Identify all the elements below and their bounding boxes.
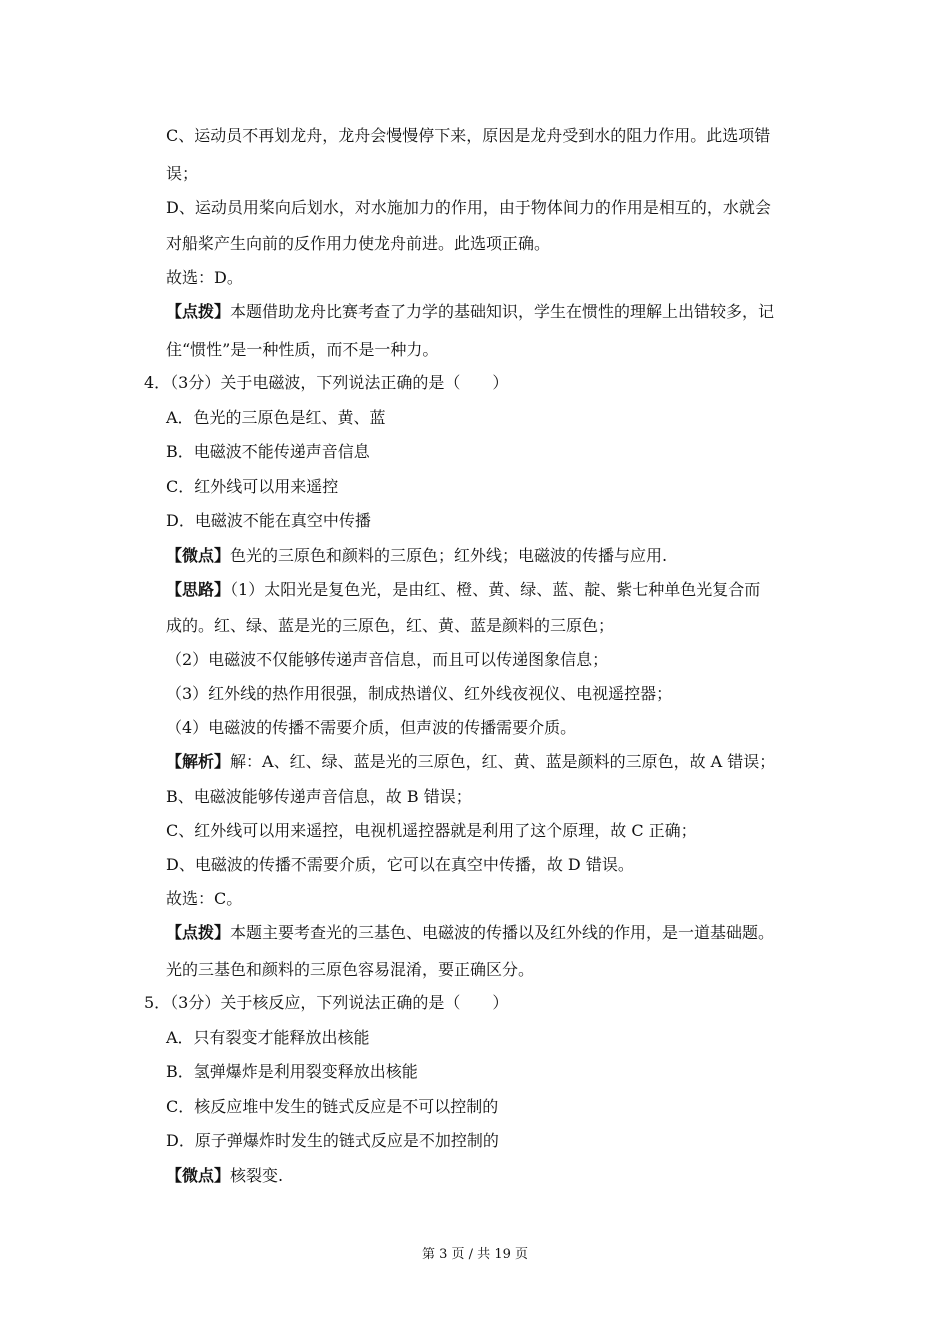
option: D．原子弹爆炸时发生的链式反应是不加控制的 — [166, 1131, 499, 1150]
question-stem: 5．（3分）关于核反应，下列说法正确的是（ ） — [144, 993, 509, 1012]
silu-paragraph — [166, 580, 760, 600]
weidian-text: 色光的三原色和颜料的三原色；红外线；电磁波的传播与应用. — [230, 546, 668, 565]
option: C．红外线可以用来遥控 — [166, 477, 339, 496]
tip-text: 本题借助龙舟比赛考查了力学的基础知识，学生在惯性的理解上出错较多，记 — [230, 302, 775, 321]
jiexi-line: D、电磁波的传播不需要介质，它可以在真空中传播，故 D 错误。 — [166, 855, 634, 874]
weidian-paragraph — [166, 546, 667, 566]
weidian-text: 核裂变. — [230, 1166, 284, 1185]
jiexi-text: 解：A、红、绿、蓝是光的三原色，红、黄、蓝是颜料的三原色，故 A 错误； — [230, 752, 776, 771]
option: A．色光的三原色是红、黄、蓝 — [166, 408, 386, 427]
silu-line: （3）红外线的热作用很强，制成热谱仪、红外线夜视仪、电视遥控器； — [166, 684, 673, 703]
silu-line: 成的。红、绿、蓝是光的三原色，红、黄、蓝是颜料的三原色； — [166, 616, 615, 635]
tip-paragraph — [166, 923, 774, 943]
question-stem: 4．（3分）关于电磁波，下列说法正确的是（ ） — [144, 373, 509, 392]
jiexi-line: 故选：C。 — [166, 889, 243, 908]
silu-text: （1）太阳光是复色光，是由红、橙、黄、绿、蓝、靛、紫七种单色光复合而 — [230, 580, 761, 599]
silu-tag: 【思路】 — [166, 580, 231, 599]
weidian-paragraph — [166, 1166, 283, 1186]
answer-line: 故选：D。 — [166, 268, 243, 287]
tip-tag: 【点拨】 — [166, 302, 231, 321]
option: B．氢弹爆炸是利用裂变释放出核能 — [166, 1062, 418, 1081]
silu-line: （4）电磁波的传播不需要介质，但声波的传播需要介质。 — [166, 718, 577, 737]
silu-line: （2）电磁波不仅能够传递声音信息，而且可以传递图象信息； — [166, 650, 609, 669]
tip-tag: 【点拨】 — [166, 923, 231, 942]
answer-line: 对船桨产生向前的反作用力使龙舟前进。此选项正确。 — [166, 234, 551, 253]
weidian-tag: 【微点】 — [166, 546, 231, 565]
option: B．电磁波不能传递声音信息 — [166, 442, 370, 461]
answer-line: C、运动员不再划龙舟，龙舟会慢慢停下来，原因是龙舟受到水的阻力作用。此选项错 — [166, 126, 771, 145]
option: A．只有裂变才能释放出核能 — [166, 1028, 370, 1047]
tip-line: 住“惯性”是一种性质，而不是一种力。 — [166, 340, 439, 359]
jiexi-tag: 【解析】 — [166, 752, 231, 771]
jiexi-paragraph — [166, 752, 775, 772]
weidian-tag: 【微点】 — [166, 1166, 231, 1185]
jiexi-line: B、电磁波能够传递声音信息，故 B 错误； — [166, 787, 472, 806]
option: D．电磁波不能在真空中传播 — [166, 511, 371, 530]
page-footer: 第 3 页 / 共 19 页 — [422, 1247, 528, 1262]
jiexi-line: C、红外线可以用来遥控，电视机遥控器就是利用了这个原理，故 C 正确； — [166, 821, 697, 840]
tip-paragraph — [166, 302, 774, 322]
option: C．核反应堆中发生的链式反应是不可以控制的 — [166, 1097, 499, 1116]
tip-text: 本题主要考查光的三基色、电磁波的传播以及红外线的作用，是一道基础题。 — [230, 923, 775, 942]
tip-line: 光的三基色和颜料的三原色容易混淆，要正确区分。 — [166, 960, 535, 979]
answer-line: D、运动员用桨向后划水，对水施加力的作用，由于物体间力的作用是相互的，水就会 — [166, 198, 771, 217]
answer-line: 误； — [166, 164, 199, 183]
